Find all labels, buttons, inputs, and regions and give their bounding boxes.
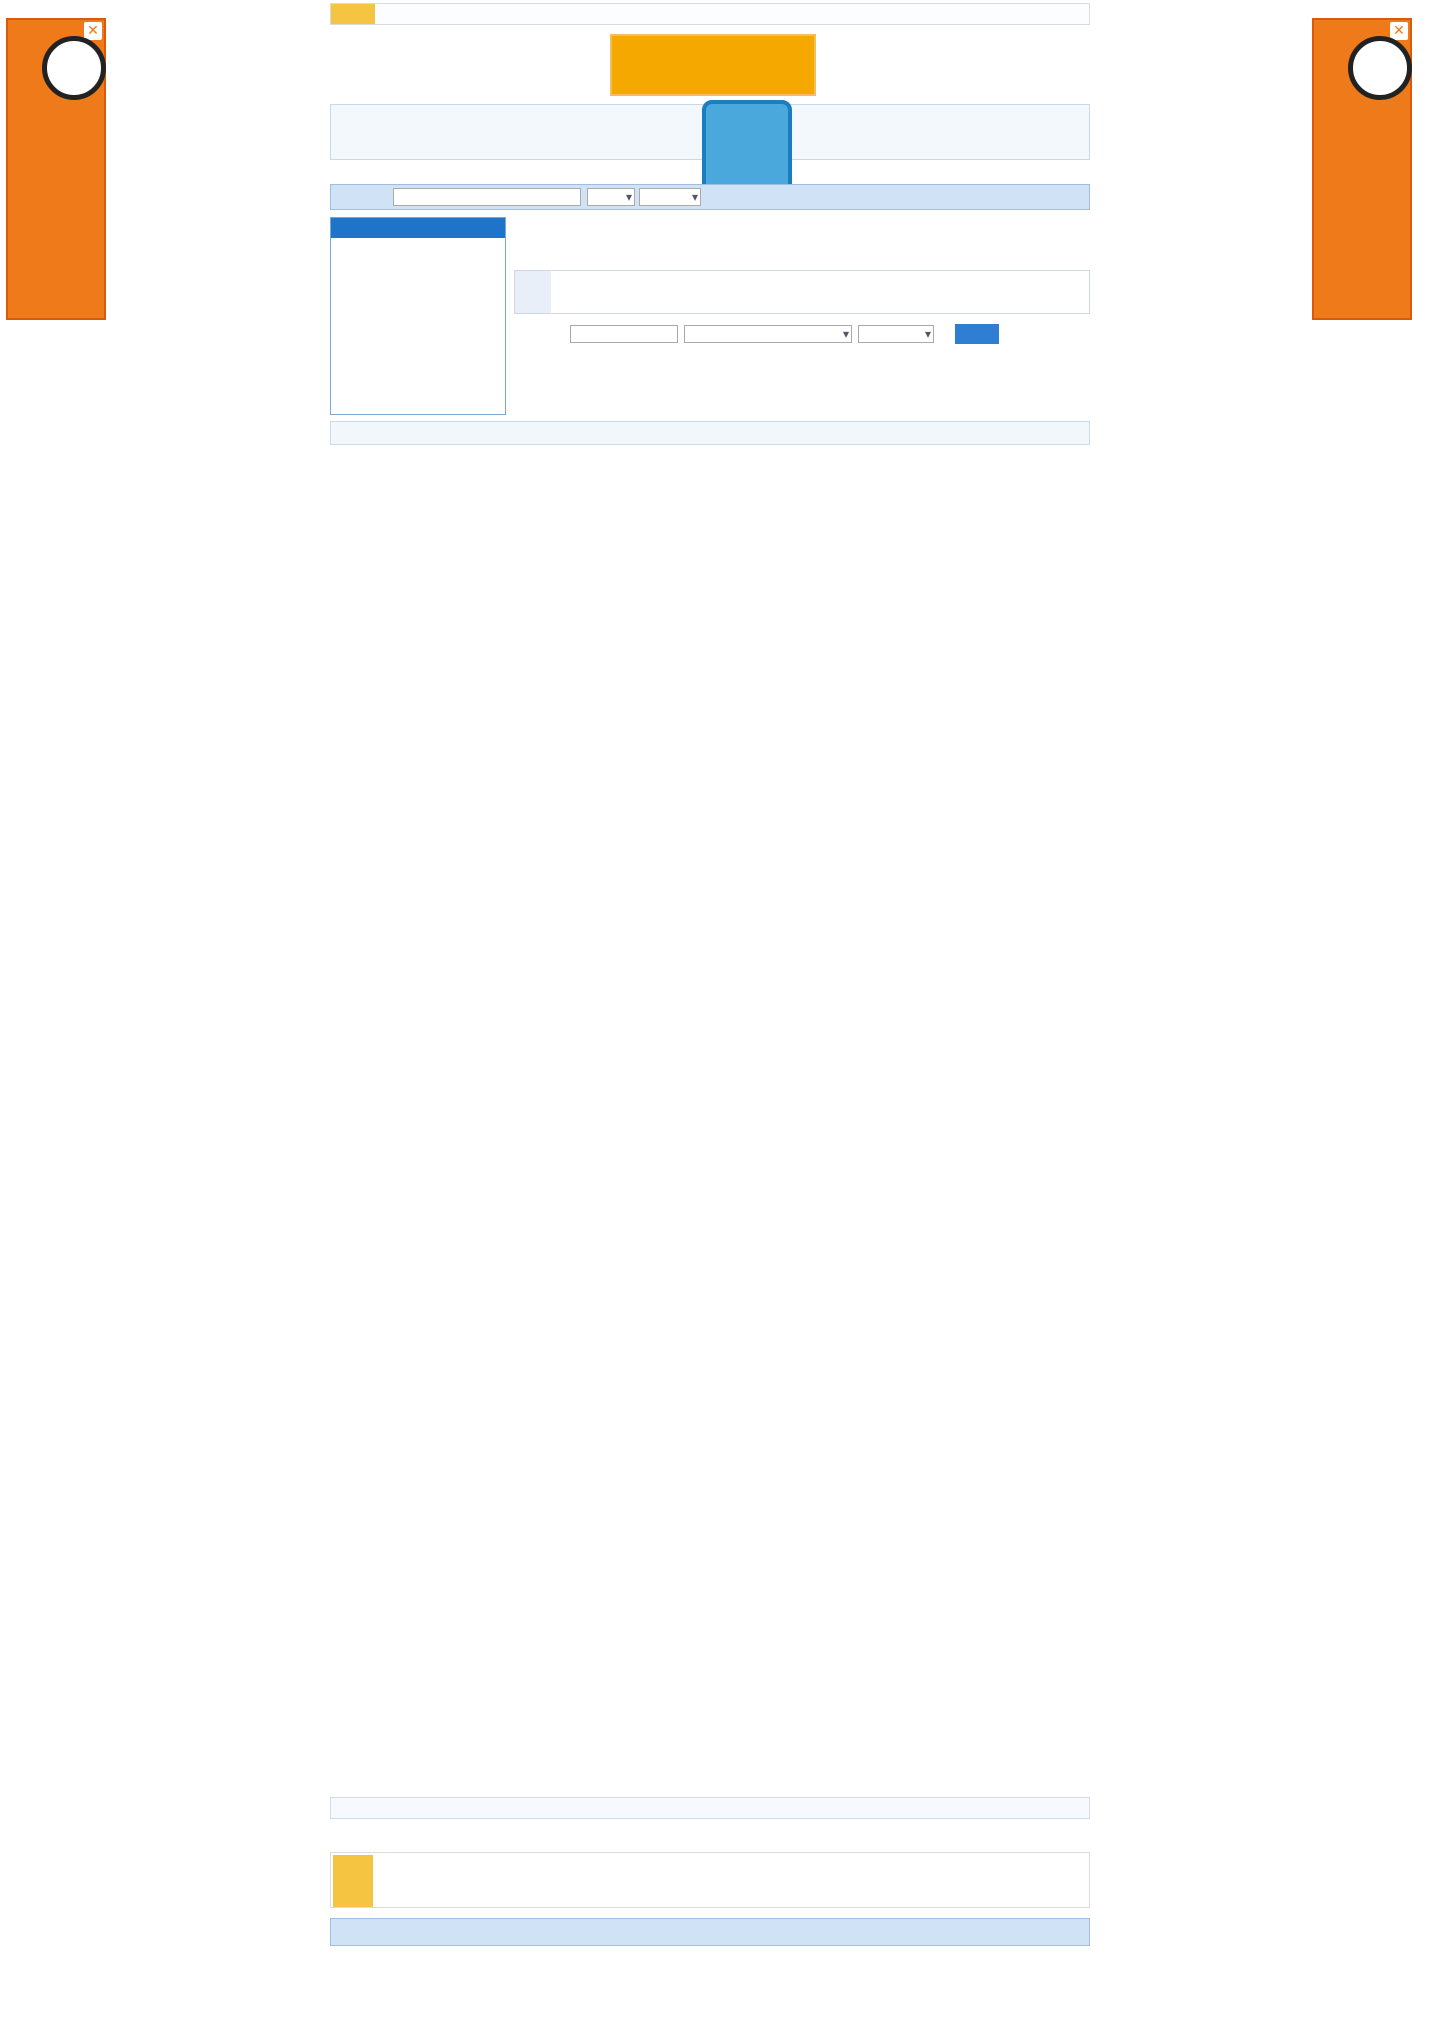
top-sub-site-bar	[330, 3, 1090, 25]
search-input[interactable]	[393, 188, 581, 206]
search-site-select[interactable]	[639, 188, 701, 206]
enterprise-search	[514, 322, 1090, 348]
services-head	[515, 271, 551, 313]
convenience-services	[514, 270, 1090, 314]
industry-select[interactable]	[684, 325, 852, 343]
left-float-ad[interactable]	[6, 18, 106, 320]
close-icon[interactable]: ✕	[84, 22, 102, 40]
search-category-select[interactable]	[587, 188, 635, 206]
sub-site-tag	[331, 4, 375, 24]
search-bar	[330, 184, 1090, 210]
close-icon[interactable]: ✕	[1390, 22, 1408, 40]
hot-title	[331, 218, 505, 238]
recommend-panel	[514, 217, 1090, 239]
ad-circle-text	[42, 36, 106, 100]
region-select[interactable]	[858, 325, 934, 343]
recommend-category-header	[330, 421, 1090, 445]
friend-links	[330, 1852, 1090, 1908]
footer-links[interactable]	[330, 1918, 1090, 1946]
friend-links-head	[333, 1855, 373, 1907]
enterprise-search-button[interactable]	[955, 324, 999, 344]
header	[330, 30, 1090, 104]
right-float-ad[interactable]	[1312, 18, 1412, 320]
hot-category-box	[330, 217, 506, 415]
enterprise-keyword-input[interactable]	[570, 325, 678, 343]
site-logo[interactable]	[610, 34, 816, 96]
ad-circle-text	[1348, 36, 1412, 100]
bottom-recommend-header	[330, 1797, 1090, 1819]
